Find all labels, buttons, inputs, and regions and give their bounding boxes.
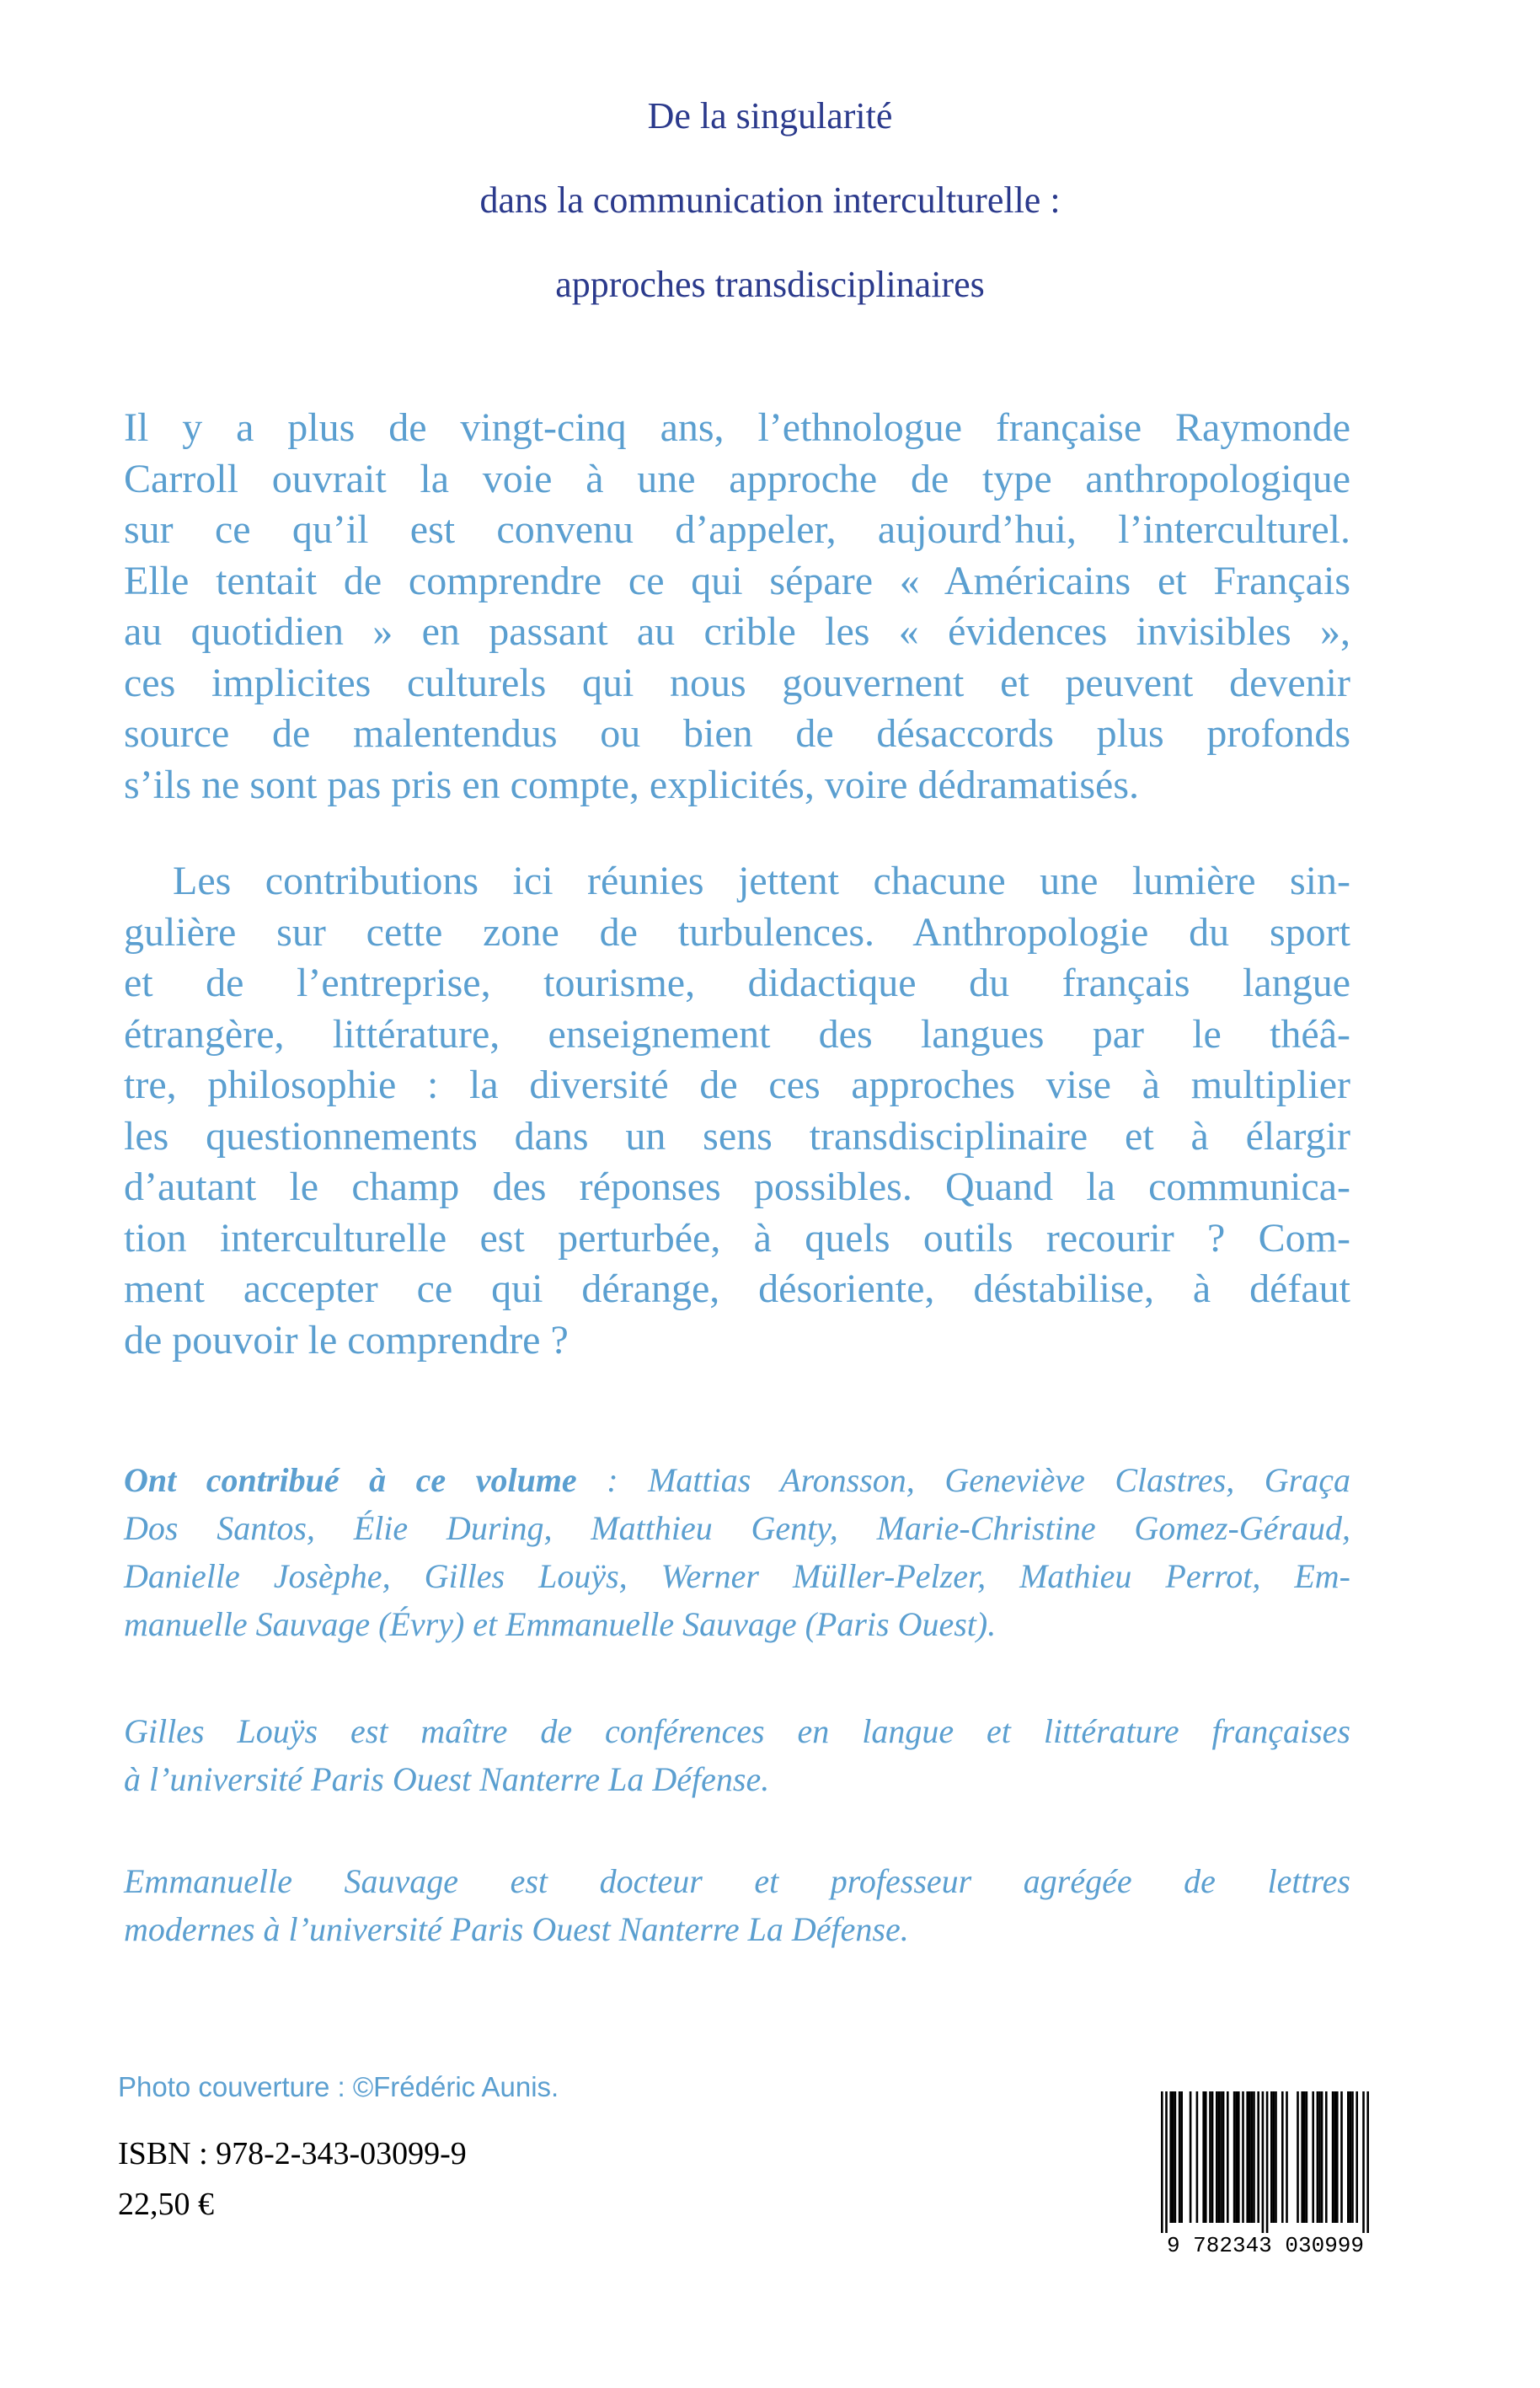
barcode-bar <box>1350 2091 1352 2223</box>
barcode-bar <box>1257 2091 1259 2223</box>
book-title-line-3: approches transdisciplinaires <box>555 264 985 305</box>
isbn: ISBN : 978-2-343-03099-9 <box>118 2136 467 2171</box>
barcode-bar <box>1356 2091 1358 2223</box>
text-line: modernes à l’université Paris Ouest Nanterre La Défense. <box>124 1910 909 1948</box>
barcode-bar <box>1233 2091 1236 2223</box>
barcode-bar <box>1249 2091 1251 2223</box>
barcode-bar <box>1216 2091 1218 2223</box>
book-title-line-2: dans la communication interculturelle : <box>479 179 1061 221</box>
barcode-bars <box>1161 2091 1369 2233</box>
text-line: étrangère, littérature, enseignement des langues par le théâ- <box>124 1011 1350 1057</box>
text-line: de pouvoir le comprendre ? <box>124 1317 569 1363</box>
barcode-bar <box>1222 2091 1225 2223</box>
summary-paragraph-1 <box>124 403 1350 811</box>
barcode-bar <box>1190 2091 1192 2223</box>
barcode-bar <box>1332 2091 1334 2223</box>
barcode-bar <box>1220 2091 1222 2223</box>
barcode-bar <box>1325 2091 1328 2223</box>
barcode-bar <box>1270 2091 1273 2223</box>
barcode-bar <box>1262 2091 1265 2233</box>
barcode-bar <box>1273 2091 1275 2223</box>
text-line: ment accepter ce qui dérange, désoriente, déstabilise, à défaut <box>124 1266 1350 1311</box>
text-line: Emmanuelle Sauvage est docteur et professeur agrégée de lettres <box>124 1862 1350 1900</box>
barcode-bar <box>1235 2091 1238 2223</box>
text-line: gulière sur cette zone de turbulences. Anthropologie du sport <box>124 909 1350 955</box>
text-line: source de malentendus ou bien de désaccords plus profonds <box>124 711 1350 756</box>
text-line: Carroll ouvrait la voie à une approche de type anthropologique <box>124 456 1350 501</box>
barcode-bar <box>1281 2091 1284 2223</box>
text-line: tion interculturelle est perturbée, à quels outils recourir ? Com- <box>124 1215 1350 1261</box>
barcode-bar <box>1242 2091 1244 2223</box>
barcode-bar <box>1351 2091 1354 2223</box>
barcode-bar <box>1165 2091 1168 2233</box>
barcode-bar <box>1227 2091 1229 2223</box>
text-line: et de l’entreprise, tourisme, didactique du français langue <box>124 961 1350 1005</box>
summary-paragraph-2 <box>124 856 1350 1366</box>
bio-emmanuelle-sauvage <box>124 1857 1350 1953</box>
contributors-paragraph <box>124 1456 1350 1648</box>
text-line: d’autant le champ des réponses possibles. Quand la communica- <box>124 1165 1350 1209</box>
barcode-bar <box>1266 2091 1269 2233</box>
barcode-digits: 9 782343 030999 <box>1166 2233 1365 2257</box>
barcode-bar <box>1246 2091 1249 2223</box>
text-line: les questionnements dans un sens transdisciplinaire et à élargir <box>124 1113 1350 1159</box>
text-line: manuelle Sauvage (Évry) et Emmanuelle Sauvage (Paris Ouest). <box>124 1605 997 1643</box>
text-line: Danielle Josèphe, Gilles Louÿs, Werner Müller-Pelzer, Mathieu Perrot, Em- <box>124 1557 1350 1595</box>
text-line: Il y a plus de vingt-cinq ans, l’ethnologue française Raymonde <box>124 405 1350 450</box>
text-line: Les contributions ici réunies jettent chacune une lumière sin- <box>173 859 1350 903</box>
contributors-text: : Mattias Aronsson, Geneviève Clastres, Graça <box>576 1461 1350 1499</box>
barcode-bar <box>1180 2091 1183 2223</box>
barcode-bar <box>1196 2091 1199 2223</box>
text-line: sur ce qu’il est convenu d’appeler, aujourd’hui, l’interculturel. <box>124 507 1350 552</box>
barcode-bar <box>1169 2091 1172 2223</box>
barcode-bar <box>1251 2091 1254 2223</box>
barcode-bar <box>1336 2091 1339 2223</box>
text-line: au quotidien » en passant au crible les « évidences invisibles », <box>124 609 1350 654</box>
text-line: s’ils ne sont pas pris en compte, explicités, voire dédramatisés. <box>124 762 1140 807</box>
book-title-line-1: De la singularité <box>647 95 893 137</box>
barcode-bar <box>1347 2091 1350 2223</box>
barcode-bar <box>1334 2091 1336 2223</box>
photo-credit: Photo couverture : ©Frédéric Aunis. <box>118 2071 559 2102</box>
barcode-bar <box>1312 2091 1314 2223</box>
contributors-label: Ont contribué à ce volume <box>124 1461 577 1499</box>
barcode-bar <box>1205 2091 1207 2223</box>
barcode-bar <box>1340 2091 1343 2223</box>
barcode-bar <box>1301 2091 1303 2223</box>
barcode-bar <box>1318 2091 1321 2223</box>
barcode-bar <box>1174 2091 1177 2223</box>
barcode-bar <box>1366 2091 1369 2233</box>
barcode-bar <box>1286 2091 1288 2223</box>
text-line <box>124 1456 1350 1504</box>
text-line: ces implicites culturels qui nous gouvernent et peuvent devenir <box>124 660 1350 705</box>
barcode-bar <box>1306 2091 1308 2223</box>
barcode-bar <box>1275 2091 1277 2223</box>
text-line: tre, philosophie : la diversité de ces approches vise à multiplier <box>124 1063 1350 1107</box>
text-line: Elle tentait de comprendre ce qui sépare « Américains et Français <box>124 558 1350 603</box>
barcode-bar <box>1211 2091 1214 2223</box>
barcode-bar <box>1179 2091 1181 2223</box>
text-line: Dos Santos, Élie During, Matthieu Genty, Marie-Christine Gomez-Géraud, <box>124 1509 1350 1547</box>
text-line: à l’université Paris Ouest Nanterre La Défense. <box>124 1760 770 1798</box>
barcode <box>1137 2088 1390 2257</box>
text-line: Gilles Louÿs est maître de conférences en langue et littérature françaises <box>124 1712 1350 1750</box>
barcode-bar <box>1209 2091 1211 2223</box>
barcode-bar <box>1362 2091 1365 2233</box>
barcode-bar <box>1317 2091 1319 2223</box>
barcode-bar <box>1297 2091 1299 2223</box>
price: 22,50 € <box>118 2187 214 2222</box>
barcode-bar <box>1161 2091 1163 2233</box>
barcode-bar <box>1303 2091 1306 2223</box>
barcode-bar <box>1172 2091 1174 2223</box>
barcode-bar <box>1321 2091 1323 2223</box>
barcode-bar <box>1218 2091 1221 2223</box>
barcode-bar <box>1253 2091 1255 2223</box>
barcode-bar <box>1202 2091 1205 2223</box>
barcode-bar <box>1238 2091 1240 2223</box>
bio-gilles-louys <box>124 1707 1350 1803</box>
